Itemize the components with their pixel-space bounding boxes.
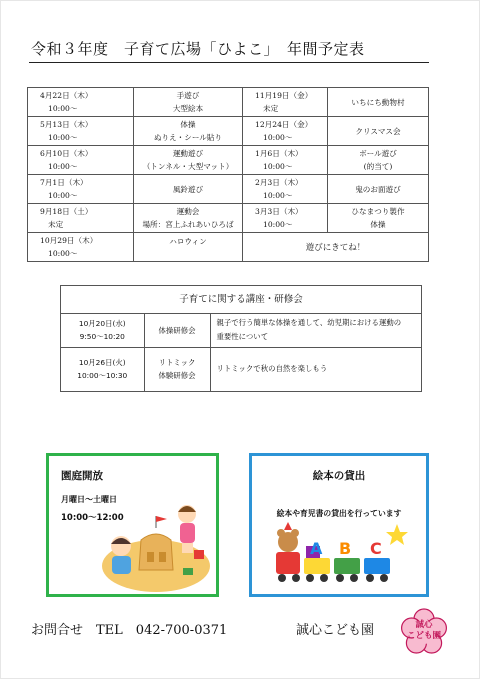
seminar-name-cont: 体験研修会	[158, 371, 196, 381]
seminar-title: 子育てに関する講座・研修会	[61, 286, 421, 314]
schedule-date: 9月18日（土）	[40, 207, 93, 216]
schedule-time: 10:00～	[48, 191, 78, 200]
book-lending-description: 絵本や育児書の貸出を行っています	[276, 509, 402, 518]
abc-train-illustration	[272, 522, 412, 592]
schedule-date-cell	[243, 204, 328, 233]
schedule-table	[27, 87, 429, 262]
schedule-date: 1月6日（木）	[255, 149, 303, 158]
schedule-time: 未定	[48, 220, 64, 229]
schedule-activity-cell	[134, 175, 243, 204]
schedule-date: 4月22日（木）	[40, 91, 93, 100]
schedule-date: 7月1日（木）	[40, 178, 88, 187]
schedule-activity: いちにち動物村	[351, 97, 405, 107]
schedule-time: 10:00～	[48, 104, 78, 113]
schedule-activity: 手遊び	[176, 91, 200, 100]
schedule-date-cell	[243, 88, 328, 117]
schedule-activity: ボール遊び	[359, 149, 397, 158]
schedule-activity-cell	[328, 88, 429, 117]
schedule-activity-detail: (的当て)	[363, 162, 393, 171]
garden-open-title: 園庭開放	[61, 470, 103, 482]
schedule-activity-cell	[134, 117, 243, 146]
schedule-date: 6月10日（木）	[40, 149, 93, 158]
seminar-description: リトミックで秋の自然を楽しもう	[216, 364, 328, 374]
schedule-time: 10:00～	[263, 162, 293, 171]
schedule-activity: 運動会	[176, 207, 200, 216]
block-letter-c: C	[370, 539, 382, 558]
schedule-activity-detail: 体操	[370, 220, 386, 229]
schedule-time: 10:00～	[48, 249, 78, 258]
title-underline	[29, 62, 429, 63]
schedule-activity-cell	[134, 88, 243, 117]
schedule-date: 12月24日（金）	[255, 120, 313, 129]
schedule-date-cell	[243, 117, 328, 146]
schedule-activity-cell	[328, 204, 429, 233]
sandbox-children-illustration	[101, 488, 213, 596]
book-lending-title: 絵本の貸出	[312, 470, 366, 482]
schedule-activity: ハロウィン	[169, 236, 207, 246]
schedule-activity: 体操	[180, 120, 196, 129]
schedule-activity-cell	[328, 117, 429, 146]
contact-line: お問合せ TEL 042-700-0371	[31, 623, 228, 638]
schedule-time: 10:00～	[263, 133, 293, 142]
seminar-name: 体操研修会	[158, 325, 196, 335]
schedule-message: 遊びにきてね！	[243, 233, 429, 262]
schedule-date: 5月13日（木）	[40, 120, 93, 129]
garden-open-box	[46, 453, 219, 597]
schedule-activity-detail: （トンネル・大型マット）	[142, 162, 234, 171]
star-icon	[386, 524, 408, 545]
schedule-date-cell	[243, 146, 328, 175]
schedule-date: 11月19日（金）	[255, 91, 313, 100]
schedule-time: 10:00～	[48, 133, 78, 142]
seminar-row	[61, 314, 421, 347]
schedule-date-cell	[28, 175, 134, 204]
block-letter-b: B	[339, 539, 352, 558]
schedule-activity-cell	[328, 146, 429, 175]
schedule-activity-cell	[134, 233, 243, 262]
book-lending-box	[249, 453, 429, 597]
schedule-row	[28, 233, 429, 262]
schedule-activity-cell	[134, 146, 243, 175]
garden-open-hours: 10:00～12:00	[61, 513, 124, 523]
school-seal-text: 誠心 こども園	[406, 620, 441, 641]
schedule-activity-cell	[328, 175, 429, 204]
schedule-activity: 風鈴遊び	[172, 184, 204, 194]
seminar-name: リトミック	[158, 358, 196, 368]
schedule-row	[28, 117, 429, 146]
garden-open-days: 月曜日～土曜日	[61, 495, 117, 504]
schedule-date-cell	[28, 117, 134, 146]
schedule-body	[28, 88, 429, 262]
schedule-date-cell	[243, 175, 328, 204]
schedule-activity: 鬼のお面遊び	[355, 184, 401, 194]
schedule-time: 10:00～	[48, 162, 78, 171]
block-letter-a: A	[310, 539, 323, 558]
seminar-table	[60, 285, 422, 392]
schedule-row	[28, 175, 429, 204]
schedule-activity-detail: 場所：宮上ふれあいひろば	[142, 220, 234, 229]
schedule-date: 2月3日（木）	[255, 178, 303, 187]
seminar-description: 親子で行う簡単な体操を通して、幼児期における運動の	[216, 318, 402, 328]
schedule-time: 10:00～	[263, 220, 293, 229]
seminar-description-cont: 重要性について	[216, 332, 269, 342]
schedule-activity-detail: 大型絵本	[172, 104, 204, 113]
schedule-time: 10:00～	[263, 191, 293, 200]
schedule-activity: ひなまつり製作	[351, 207, 405, 216]
seminar-date: 10月20日(水)	[78, 319, 126, 329]
seminar-row	[61, 347, 421, 391]
schedule-row	[28, 204, 429, 233]
schedule-row	[28, 146, 429, 175]
schedule-activity: クリスマス会	[355, 126, 401, 136]
schedule-date-cell	[28, 204, 134, 233]
school-name: 誠心こども園	[296, 623, 375, 638]
seminar-time: 9:50～10:20	[79, 332, 125, 342]
schedule-activity-detail: ぬりえ・シール貼り	[153, 133, 223, 142]
seminar-date: 10月26日(火)	[78, 358, 126, 368]
page-title: 令和３年度 子育て広場「ひよこ」 年間予定表	[31, 40, 365, 58]
schedule-date: 3月3日（木）	[255, 207, 303, 216]
schedule-date-cell	[28, 233, 134, 262]
schedule-date-cell	[28, 88, 134, 117]
schedule-activity-cell	[134, 204, 243, 233]
schedule-date-cell	[28, 146, 134, 175]
schedule-date: 10月29日（木）	[40, 236, 98, 245]
schedule-row	[28, 88, 429, 117]
schedule-time: 未定	[263, 104, 279, 113]
schedule-activity: 運動遊び	[172, 149, 204, 158]
seminar-time: 10:00～10:30	[77, 371, 128, 381]
